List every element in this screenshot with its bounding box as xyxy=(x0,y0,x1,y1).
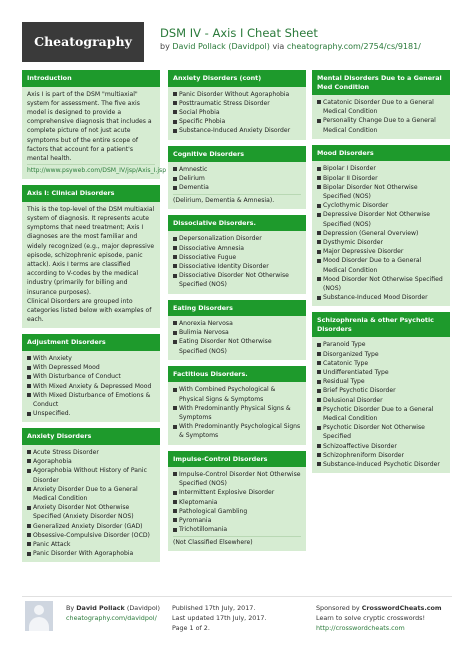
list-item: Delusional Disorder xyxy=(317,396,445,405)
paragraph: Axis I is part of the DSM "multiaxial" system for assessment. The five axis model is designed to provide a comprehensive diagnosis that includes a complete picture of not just acute symptoms but of the entire scope of factors that account for a patient's mental health. xyxy=(27,90,152,162)
list-item: With Mixed Disturbance of Emotions & Conduct xyxy=(27,391,155,409)
section-body xyxy=(168,467,306,551)
list-item: Generalized Anxiety Disorder (GAD) xyxy=(27,522,155,531)
section-body xyxy=(22,87,167,180)
list-item: Mood Disorder Due to a General Medical Condition xyxy=(317,256,445,274)
list-item: Posttraumatic Stress Disorder xyxy=(173,99,301,108)
list-item: Major Depressive Disorder xyxy=(317,247,445,256)
list-item: Anxiety Disorder Not Otherwise Specified (Anxiety Disorder NOS) xyxy=(27,503,155,521)
list-item: With Disturbance of Conduct xyxy=(27,372,155,381)
section-title: Cognitive Disorders xyxy=(168,146,306,163)
list-item: Undifferentiated Type xyxy=(317,368,445,377)
section-body xyxy=(168,316,306,360)
list-item: Impulse-Control Disorder Not Otherwise Specified (NOS) xyxy=(173,470,301,488)
section-title: Anxiety Disorders xyxy=(22,428,160,445)
section-title: Dissociative Disorders. xyxy=(168,215,306,232)
list-item: Bipolar II Disorder xyxy=(317,174,445,183)
section-box xyxy=(168,215,306,294)
column-2 xyxy=(168,70,306,557)
sponsor-tagline: Learn to solve cryptic crosswords! xyxy=(316,614,426,622)
section-body xyxy=(312,337,450,473)
section-box xyxy=(22,185,160,328)
list-item: Bipolar I Disorder xyxy=(317,164,445,173)
section-box xyxy=(168,146,306,209)
paragraph: (Not Classified Elsewhere) xyxy=(173,538,253,546)
list-item: With Mixed Anxiety & Depressed Mood xyxy=(27,382,155,391)
list-item: Substance-Induced Anxiety Disorder xyxy=(173,126,301,135)
list-item: Catatonic Disorder Due to a General Medical Condition xyxy=(317,98,445,116)
section-body xyxy=(22,445,160,562)
section-box xyxy=(312,145,450,307)
list-item: Delirium xyxy=(173,174,301,183)
list-item: Eating Disorder Not Otherwise Specified (NOS) xyxy=(173,337,301,355)
list-item: With Predominantly Psychological Signs & Symptoms xyxy=(173,422,301,440)
section-title: Eating Disorders xyxy=(168,300,306,317)
list-item: Amnestic xyxy=(173,165,301,174)
sponsor-prefix: Sponsored by xyxy=(316,604,360,612)
sheet-url-link[interactable]: cheatography.com/2754/cs/9181/ xyxy=(286,42,421,51)
author-link[interactable]: David Pollack (Davidpol) xyxy=(172,42,270,51)
list-item: Cyclothymic Disorder xyxy=(317,201,445,210)
reference-link[interactable]: http://www.psyweb.com/DSM_IV/jsp/Axis_I.jsp xyxy=(27,167,167,175)
footer-by-label: By xyxy=(66,604,75,612)
list-item: Panic Attack xyxy=(27,540,155,549)
list-item: Depression (General Overview) xyxy=(317,229,445,238)
page-subtitle xyxy=(160,42,421,51)
list-item: Agoraphobia xyxy=(27,457,155,466)
list-item: Brief Psychotic Disorder xyxy=(317,386,445,395)
list-item: Substance-Induced Psychotic Disorder xyxy=(317,460,445,469)
footer-sponsor xyxy=(316,603,442,633)
list-item: With Combined Psychological & Physical Signs & Symptoms xyxy=(173,385,301,403)
list-item: Psychotic Disorder Due to a General Medical Condition xyxy=(317,405,445,423)
list-item: Panic Disorder Without Agoraphobia xyxy=(173,90,301,99)
list-item: Agoraphobia Without History of Panic Disorder xyxy=(27,466,155,484)
section-title: Factitious Disorders. xyxy=(168,366,306,383)
section-box xyxy=(22,70,167,179)
updated-date: Last updated 17th July, 2017. xyxy=(172,614,267,622)
divider xyxy=(173,536,301,537)
page-footer xyxy=(22,596,452,652)
paragraph: This is the top-level of the DSM multiaxial system of diagnosis. It represents acute symptoms that need treatment; Axis I diagnoses are the most familiar and widely recognized (e.g., major depressive episode, schizophrenic episode, panic attack). Axis I terms are classified according to V-codes by the medical industry (primarily for billing and insurance purposes). xyxy=(27,205,155,296)
section-box xyxy=(22,428,160,562)
section-title: Anxiety Disorders (cont) xyxy=(168,70,306,87)
section-body xyxy=(22,351,160,422)
list-item: Psychotic Disorder Not Otherwise Specified xyxy=(317,423,445,441)
list-item: Kleptomania xyxy=(173,498,301,507)
list-item: Obsessive-Compulsive Disorder (OCD) xyxy=(27,531,155,540)
list-item: Unspecified. xyxy=(27,409,155,418)
list-item: Pyromania xyxy=(173,516,301,525)
via-label: via xyxy=(272,42,285,51)
footer-dates xyxy=(172,603,267,633)
section-box xyxy=(168,300,306,360)
section-title: Adjustment Disorders xyxy=(22,334,160,351)
list-item: Personality Change Due to a General Medical Condition xyxy=(317,116,445,134)
footer-author xyxy=(66,603,160,623)
list-item: Acute Stress Disorder xyxy=(27,448,155,457)
list-item: Paranoid Type xyxy=(317,340,445,349)
list-item: Trichotillomania xyxy=(173,525,301,534)
section-title: Introduction xyxy=(22,70,160,87)
list-item: Schizoaffective Disorder xyxy=(317,442,445,451)
list-item: Social Phobia xyxy=(173,108,301,117)
list-item: Bipolar Disorder Not Otherwise Specified (NOS) xyxy=(317,183,445,201)
list-item: Intermittent Explosive Disorder xyxy=(173,488,301,497)
list-item: Panic Disorder With Agoraphobia xyxy=(27,549,155,558)
section-title: Mental Disorders Due to a General Med Condition xyxy=(312,70,450,95)
list-item: Anxiety Disorder Due to a General Medical Condition xyxy=(27,485,155,503)
list-item: With Depressed Mood xyxy=(27,363,155,372)
list-item: Residual Type xyxy=(317,377,445,386)
footer-author-handle: (Davidpol) xyxy=(126,604,161,612)
list-item: Dissociative Identity Disorder xyxy=(173,262,301,271)
section-body xyxy=(168,162,306,209)
section-box xyxy=(22,334,160,422)
section-title: Impulse-Control Disorders xyxy=(168,451,306,468)
page-header xyxy=(22,22,452,62)
column-1 xyxy=(22,70,167,568)
section-body xyxy=(168,231,306,293)
section-body xyxy=(168,87,306,140)
section-body xyxy=(22,202,160,329)
section-title: Mood Disorders xyxy=(312,145,450,162)
section-title: Schizophrenia & other Psychotic Disorders xyxy=(312,312,450,337)
section-title: Axis I: Clinical Disorders xyxy=(22,185,160,202)
list-item: Depressive Disorder Not Otherwise Specified (NOS) xyxy=(317,210,445,228)
sponsor-name[interactable]: CrosswordCheats.com xyxy=(361,604,442,612)
list-item: Depersonalization Disorder xyxy=(173,234,301,243)
list-item: Catatonic Type xyxy=(317,359,445,368)
section-box xyxy=(168,366,306,445)
footer-author-name[interactable]: David Pollack xyxy=(76,604,125,612)
section-box xyxy=(168,70,306,140)
paragraph: (Delirium, Dementia & Amnesia). xyxy=(173,196,275,204)
published-date: Published 17th July, 2017. xyxy=(172,604,256,612)
list-item: Substance-Induced Mood Disorder xyxy=(317,293,445,302)
paragraph: Clinical Disorders are grouped into categories listed below with examples of each. xyxy=(27,297,152,324)
list-item: Specific Phobia xyxy=(173,117,301,126)
page-title: DSM IV - Axis I Cheat Sheet xyxy=(160,26,318,40)
divider xyxy=(173,194,301,195)
list-item: Dissociative Amnesia xyxy=(173,244,301,253)
list-item: Dissociative Fugue xyxy=(173,253,301,262)
cheatography-logo[interactable]: Cheatography xyxy=(22,22,144,62)
list-item: Dissociative Disorder Not Otherwise Specified (NOS) xyxy=(173,271,301,289)
list-item: Disorganized Type xyxy=(317,350,445,359)
section-box xyxy=(168,451,306,551)
list-item: With Predominantly Physical Signs & Symptoms xyxy=(173,404,301,422)
section-box xyxy=(312,312,450,473)
list-item: With Anxiety xyxy=(27,354,155,363)
list-item: Pathological Gambling xyxy=(173,507,301,516)
by-label: by xyxy=(160,42,170,51)
column-3 xyxy=(312,70,450,479)
list-item: Schizophreniform Disorder xyxy=(317,451,445,460)
list-item: Dysthymic Disorder xyxy=(317,238,445,247)
section-body xyxy=(168,382,306,444)
footer-profile-link[interactable]: cheatography.com/davidpol/ xyxy=(66,614,157,622)
page-number: Page 1 of 2. xyxy=(172,624,210,632)
list-item: Dementia xyxy=(173,183,301,192)
section-box xyxy=(312,70,450,139)
divider xyxy=(27,164,155,165)
list-item: Mood Disorder Not Otherwise Specified (NOS) xyxy=(317,275,445,293)
section-body xyxy=(312,95,450,139)
list-item: Bulimia Nervosa xyxy=(173,328,301,337)
sponsor-url-link[interactable]: http://crosswordcheats.com xyxy=(316,624,405,632)
list-item: Anorexia Nervosa xyxy=(173,319,301,328)
section-body xyxy=(312,161,450,306)
avatar[interactable] xyxy=(25,601,53,631)
